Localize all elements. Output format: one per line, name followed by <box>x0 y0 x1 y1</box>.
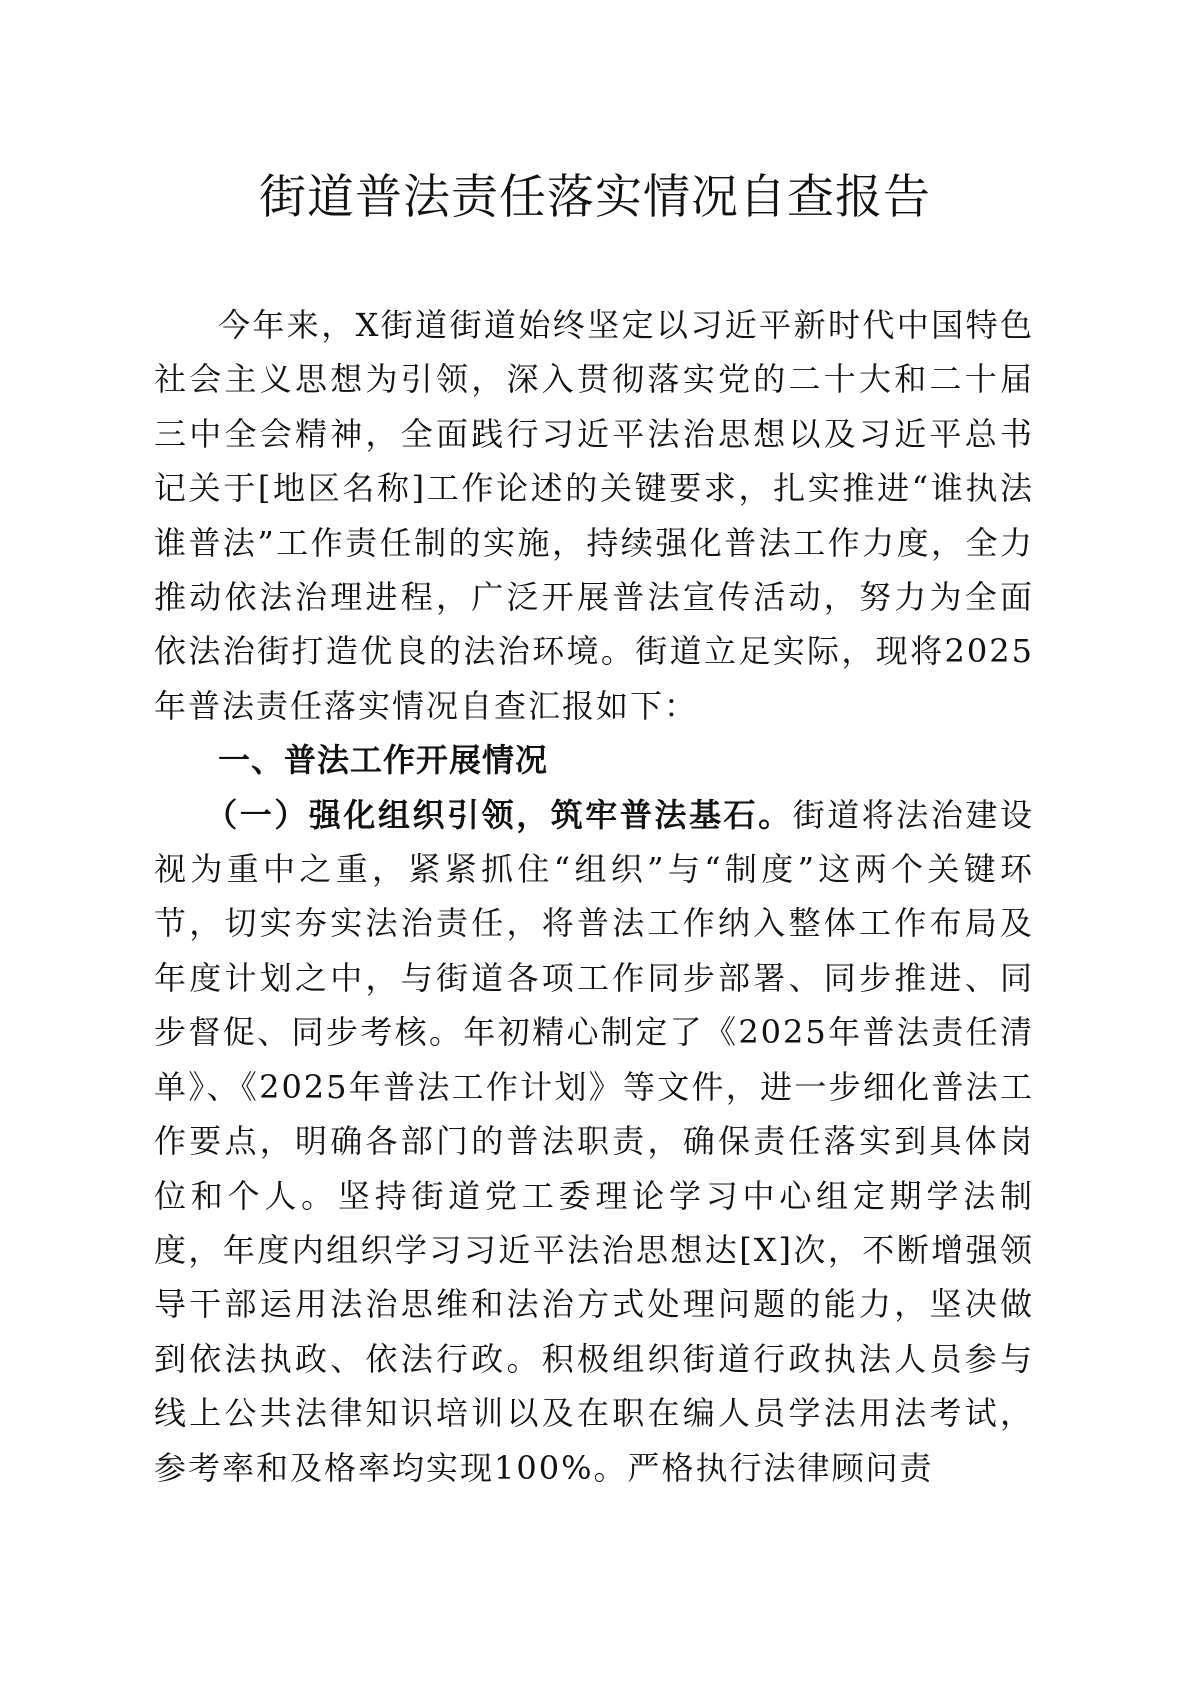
subsection-body: 街道将法治建设视为重中之重，紧紧抓住“组织”与“制度”这两个关键环节，切实夯实法治责任，将普法工作纳入整体工作布局及年度计划之中，与街道各项工作同步部署、同步推进、同步督促、同步考核。年初精心制定了《2025年普法责任清单》、《2025年普法工作计划》等文件，进一步细化普法工作要点，明确各部门的普法职责，确保责任落实到具体岗位和个人。坚持街道党工委理论学习中心组定期学法制度，年度内组织学习习近平法治思想达[X]次，不断增强领导干部运用法治思维和法治方式处理问题的能力，坚决做到依法执政、依法行政。积极组织街道行政执法人员参与线上公共法律知识培训以及在职在编人员学法用法考试，参考率和及格率均实现100%。严格执行法律顾问责 <box>154 795 1034 1487</box>
section-heading: 一、普法工作开展情况 <box>218 741 549 780</box>
intro-paragraph: 今年来，X街道街道始终坚定以习近平新时代中国特色社会主义思想为引领，深入贯彻落实党的二十大和二十届三中全会精神，全面践行习近平法治思想以及习近平总书记关于[地区名称]工作论述的关键要求，扎实推进“谁执法谁普法”工作责任制的实施，持续强化普法工作力度，全力推动依法治理进程，广泛开展普法宣传活动，努力为全面依法治街打造优良的法治环境。街道立足实际，现将2025年普法责任落实情况自查汇报如下： <box>154 306 1034 725</box>
document-body <box>154 298 1034 1495</box>
subsection-paragraph <box>154 788 1034 1495</box>
document-title: 街道普法责任落实情况自查报告 <box>259 170 931 225</box>
subsection-lead: （一）强化组织引领，筑牢普法基石。 <box>205 795 793 834</box>
